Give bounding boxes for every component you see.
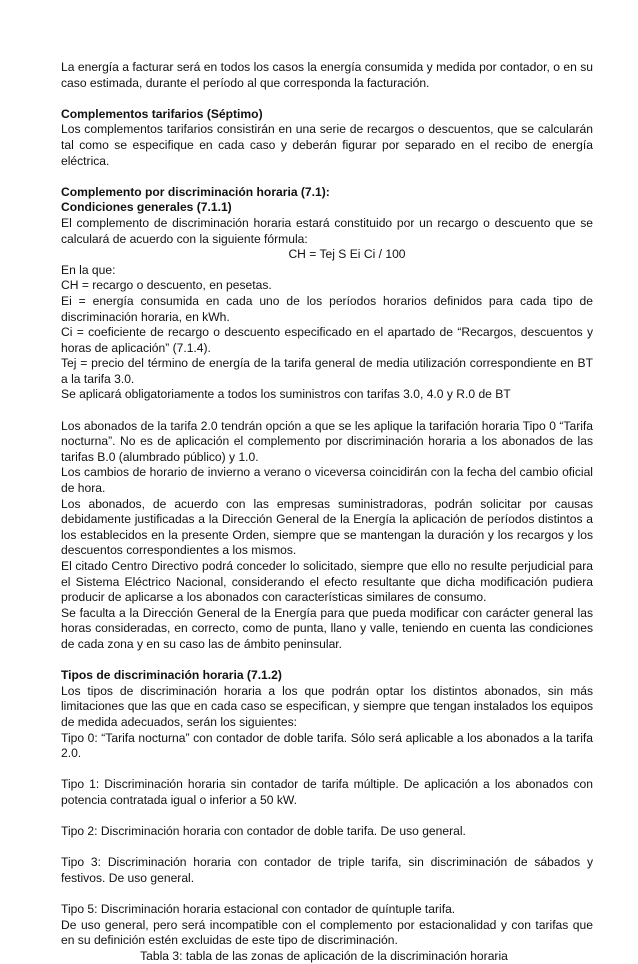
paragraph-abonados-20: Los abonados de la tarifa 2.0 tendrán opción a que se les aplique la tarifación horaria Tipo 0 “Tarifa nocturna”. No es de aplicación el complemento por discriminación horaria a los abonados de las tarifas B.0 (alumbrado público) y 1.0.: [61, 418, 593, 464]
paragraph-obligatorio: Se aplicará obligatoriamente a todos los suministros con tarifas 3.0, 4.0 y R.0 de BT: [61, 387, 511, 402]
tipo-5: Tipo 5: Discriminación horaria estacional con contador de quíntuple tarifa.: [61, 902, 456, 917]
spacer: [61, 169, 593, 185]
definition-ci: Ci = coeficiente de recargo o descuento especificado en el apartado de “Recargos, descuentos y horas de aplicación” (7.1.4).: [61, 325, 593, 355]
paragraph-abonados-acuerdo: Los abonados, de acuerdo con las empresas suministradoras, podrán solicitar por causas debidamente justificadas a la Dirección General de la Energía la aplicación de períodos distintos a los establecidos en la presente Orden, siempre que se mantengan la duración y los recargos y los descuentos correspondientes a los mismos.: [61, 496, 593, 558]
spacer: [61, 840, 593, 856]
spacer: [61, 762, 593, 778]
paragraph-condiciones: El complemento de discriminación horaria estará constituido por un recargo o descuento que se calculará de acuerdo con la siguiente fórmula:: [61, 215, 593, 246]
tipo-3: Tipo 3: Discriminación horaria con contador de triple tarifa, sin discriminación de sábados y festivos. De uso general.: [61, 855, 593, 885]
heading-condiciones: Condiciones generales (7.1.1): [61, 200, 232, 215]
definition-tej: Tej = precio del término de energía de la tarifa general de media utilización correspondiente en BT a la tarifa 3.0.: [61, 356, 593, 386]
spacer: [61, 91, 593, 107]
definition-ch: CH = recargo o descuento, en pesetas.: [61, 278, 272, 293]
tipo-2: Tipo 2: Discriminación horaria con contador de doble tarifa. De uso general.: [61, 824, 466, 839]
spacer: [61, 653, 593, 669]
heading-tipos: Tipos de discriminación horaria (7.1.2): [61, 668, 282, 683]
definition-ei: Ei = energía consumida en cada uno de los períodos horarios definidos para cada tipo de discriminación horaria, en kWh.: [61, 293, 593, 324]
paragraph-complementos: Los complementos tarifarios consistirán en una serie de recargos o descuentos, que se calcularán tal como se especifique en cada caso y deberán figurar por separado en el recibo de energía eléctrica.: [61, 122, 593, 168]
tipo-5-detail: De uso general, pero será incompatible con el complemento por estacionalidad y con tarifas que en su definición estén excluidas de este tipo de discriminación.: [61, 917, 593, 948]
heading-discriminacion: Complemento por discriminación horaria (7.1):: [61, 184, 330, 199]
paragraph-en-la-que: En la que:: [61, 262, 116, 277]
intro-paragraph: La energía a facturar será en todos los casos la energía consumida y medida por contador, o en su caso estimada, durante el período al que corresponda la facturación.: [61, 60, 593, 90]
paragraph-cambios: Los cambios de horario de invierno a verano o viceversa coincidirán con la fecha del cambio oficial de hora.: [61, 465, 593, 496]
spacer: [61, 403, 593, 419]
paragraph-centro-directivo: El citado Centro Directivo podrá conceder lo solicitado, siempre que ello no resulte perjudicial para el Sistema Eléctrico Nacional, considerando el efecto resultante que dicha modificación pudiera producir de aplicarse a los abonados con características similares de consumo.: [61, 559, 593, 605]
formula: CH = Tej S Ei Ci / 100: [288, 247, 406, 262]
spacer: [61, 809, 593, 825]
tipo-1: Tipo 1: Discriminación horaria sin contador de tarifa múltiple. De aplicación a los abonados con potencia contratada igual o inferior a 50 kW.: [61, 777, 593, 807]
paragraph-faculta: Se faculta a la Dirección General de la Energía para que pueda modificar con carácter general las horas consideradas, en correcto, como de punta, llano y valle, teniendo en cuenta las condiciones de cada zona y en su caso las de ámbito peninsular.: [61, 605, 593, 651]
tipo-0: Tipo 0: “Tarifa nocturna” con contador de doble tarifa. Sólo será aplicable a los abonados a la tarifa 2.0.: [61, 730, 593, 761]
paragraph-tipos: Los tipos de discriminación horaria a los que podrán optar los distintos abonados, sin más limitaciones que las que en cada caso se especifican, y siempre que tengan instalados los equipos de medida adecuados, serán los siguientes:: [61, 683, 593, 729]
table-caption: Tabla 3: tabla de las zonas de aplicación de la discriminación horaria: [140, 948, 508, 963]
spacer: [61, 886, 593, 902]
heading-complementos: Complementos tarifarios (Séptimo): [61, 106, 263, 121]
